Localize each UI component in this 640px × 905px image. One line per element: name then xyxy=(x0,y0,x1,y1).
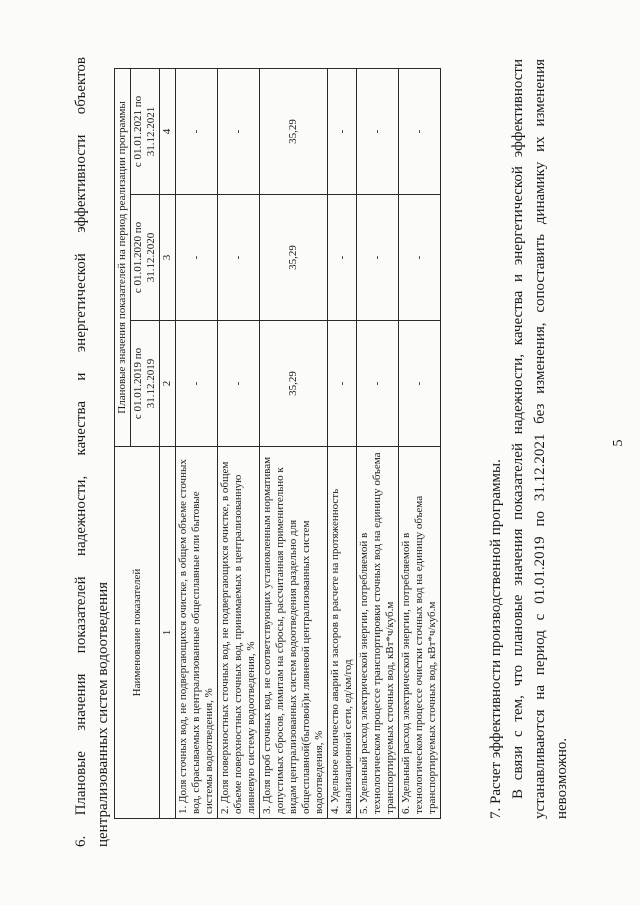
heading-line-1: 6. Плановые значения показателей надежности, качества и энергетической эффективности объектов xyxy=(73,57,89,847)
indicators-table xyxy=(114,68,441,819)
indicator-value-2021: - xyxy=(399,68,441,194)
indicator-value-2019: - xyxy=(399,321,441,447)
col-number: 3 xyxy=(160,195,176,321)
indicator-value-2019: - xyxy=(176,321,218,447)
col-header-period-2021: с 01.01.2021 по 31.12.2021 xyxy=(131,68,160,194)
table-row xyxy=(357,68,399,818)
indicator-name: 1. Доля сточных вод, не подвергающихся очистке, в общем объеме сточных вод, сбрасываемых в централизованные общесплавные или бытовые системы водоотведения, % xyxy=(176,447,218,819)
table-row xyxy=(176,68,218,818)
indicator-value-2019: - xyxy=(328,321,357,447)
page-number: 5 xyxy=(611,439,626,447)
indicator-value-2021: 35,29 xyxy=(260,68,328,194)
indicator-value-2020: - xyxy=(218,195,260,321)
indicator-value-2020: - xyxy=(399,195,441,321)
col-header-name: Наименование показателей xyxy=(115,447,160,819)
table-row xyxy=(399,68,441,818)
indicator-value-2020: - xyxy=(357,195,399,321)
indicator-name: 4. Удельное количество аварий и засоров в расчете на протяженность канализационной сети, ед/км/год xyxy=(328,447,357,819)
col-header-period-2020: с 01.01.2020 по 31.12.2020 xyxy=(131,195,160,321)
table-row xyxy=(218,68,260,818)
indicator-value-2019: - xyxy=(357,321,399,447)
table-row xyxy=(260,68,328,818)
col-header-group: Плановые значения показателей на период реализации программы xyxy=(115,68,131,446)
col-header-period-2019: с 01.01.2019 по 31.12.2019 xyxy=(131,321,160,447)
indicator-value-2021: - xyxy=(218,68,260,194)
indicator-name: 5. Удельный расход электрической энергии, потребляемой в технологическом процессе транспортировки сточных вод на единицу объема транспортируемых сточных вод, кВт*ч/куб.м xyxy=(357,447,399,819)
indicator-value-2021: - xyxy=(328,68,357,194)
section-7-text: В связи с тем, что плановые значения показателей надежности, качества и энергетической эффективности устанавливаются на период с 01.01.2019 по 31.12.2021 без изменения, сопоставить динамику их изменения невозможно. xyxy=(510,59,570,819)
indicator-name: 2. Доля поверхностных сточных вод, не подвергающихся очистке, в общем объеме поверхностных сточных вод, принимаемых в централизованную ливневую систему водоотведения, % xyxy=(218,447,260,819)
indicator-name: 3. Доля проб сточных вод, не соответствующих установленным нормативам допустимых сбросов, лимитам на сбросы, рассчитанная применительно к видам централизованных систем водоотведения раздельно для общесплавной(бытовой)и ливневой централизованных систем водоотведения, % xyxy=(260,447,328,819)
indicator-name: 6. Удельный расход электрической энергии, потребляемой в технологическом процессе очистки сточных вод на единицу объема транспортируемых сточных вод, кВт*ч/куб.м xyxy=(399,447,441,819)
indicator-value-2020: - xyxy=(176,195,218,321)
indicator-value-2020: - xyxy=(328,195,357,321)
col-number: 1 xyxy=(160,447,176,819)
col-number: 4 xyxy=(160,68,176,194)
col-number: 2 xyxy=(160,321,176,447)
indicator-value-2020: 35,29 xyxy=(260,195,328,321)
section-7-title: 7. Расчет эффективности производственной программы. xyxy=(488,459,504,819)
section-6-heading xyxy=(70,57,114,847)
indicator-value-2021: - xyxy=(176,68,218,194)
heading-line-2: централизованных систем водоотведения xyxy=(95,581,111,847)
indicator-value-2019: - xyxy=(218,321,260,447)
table-row xyxy=(328,68,357,818)
indicator-value-2021: - xyxy=(357,68,399,194)
indicator-value-2019: 35,29 xyxy=(260,321,328,447)
